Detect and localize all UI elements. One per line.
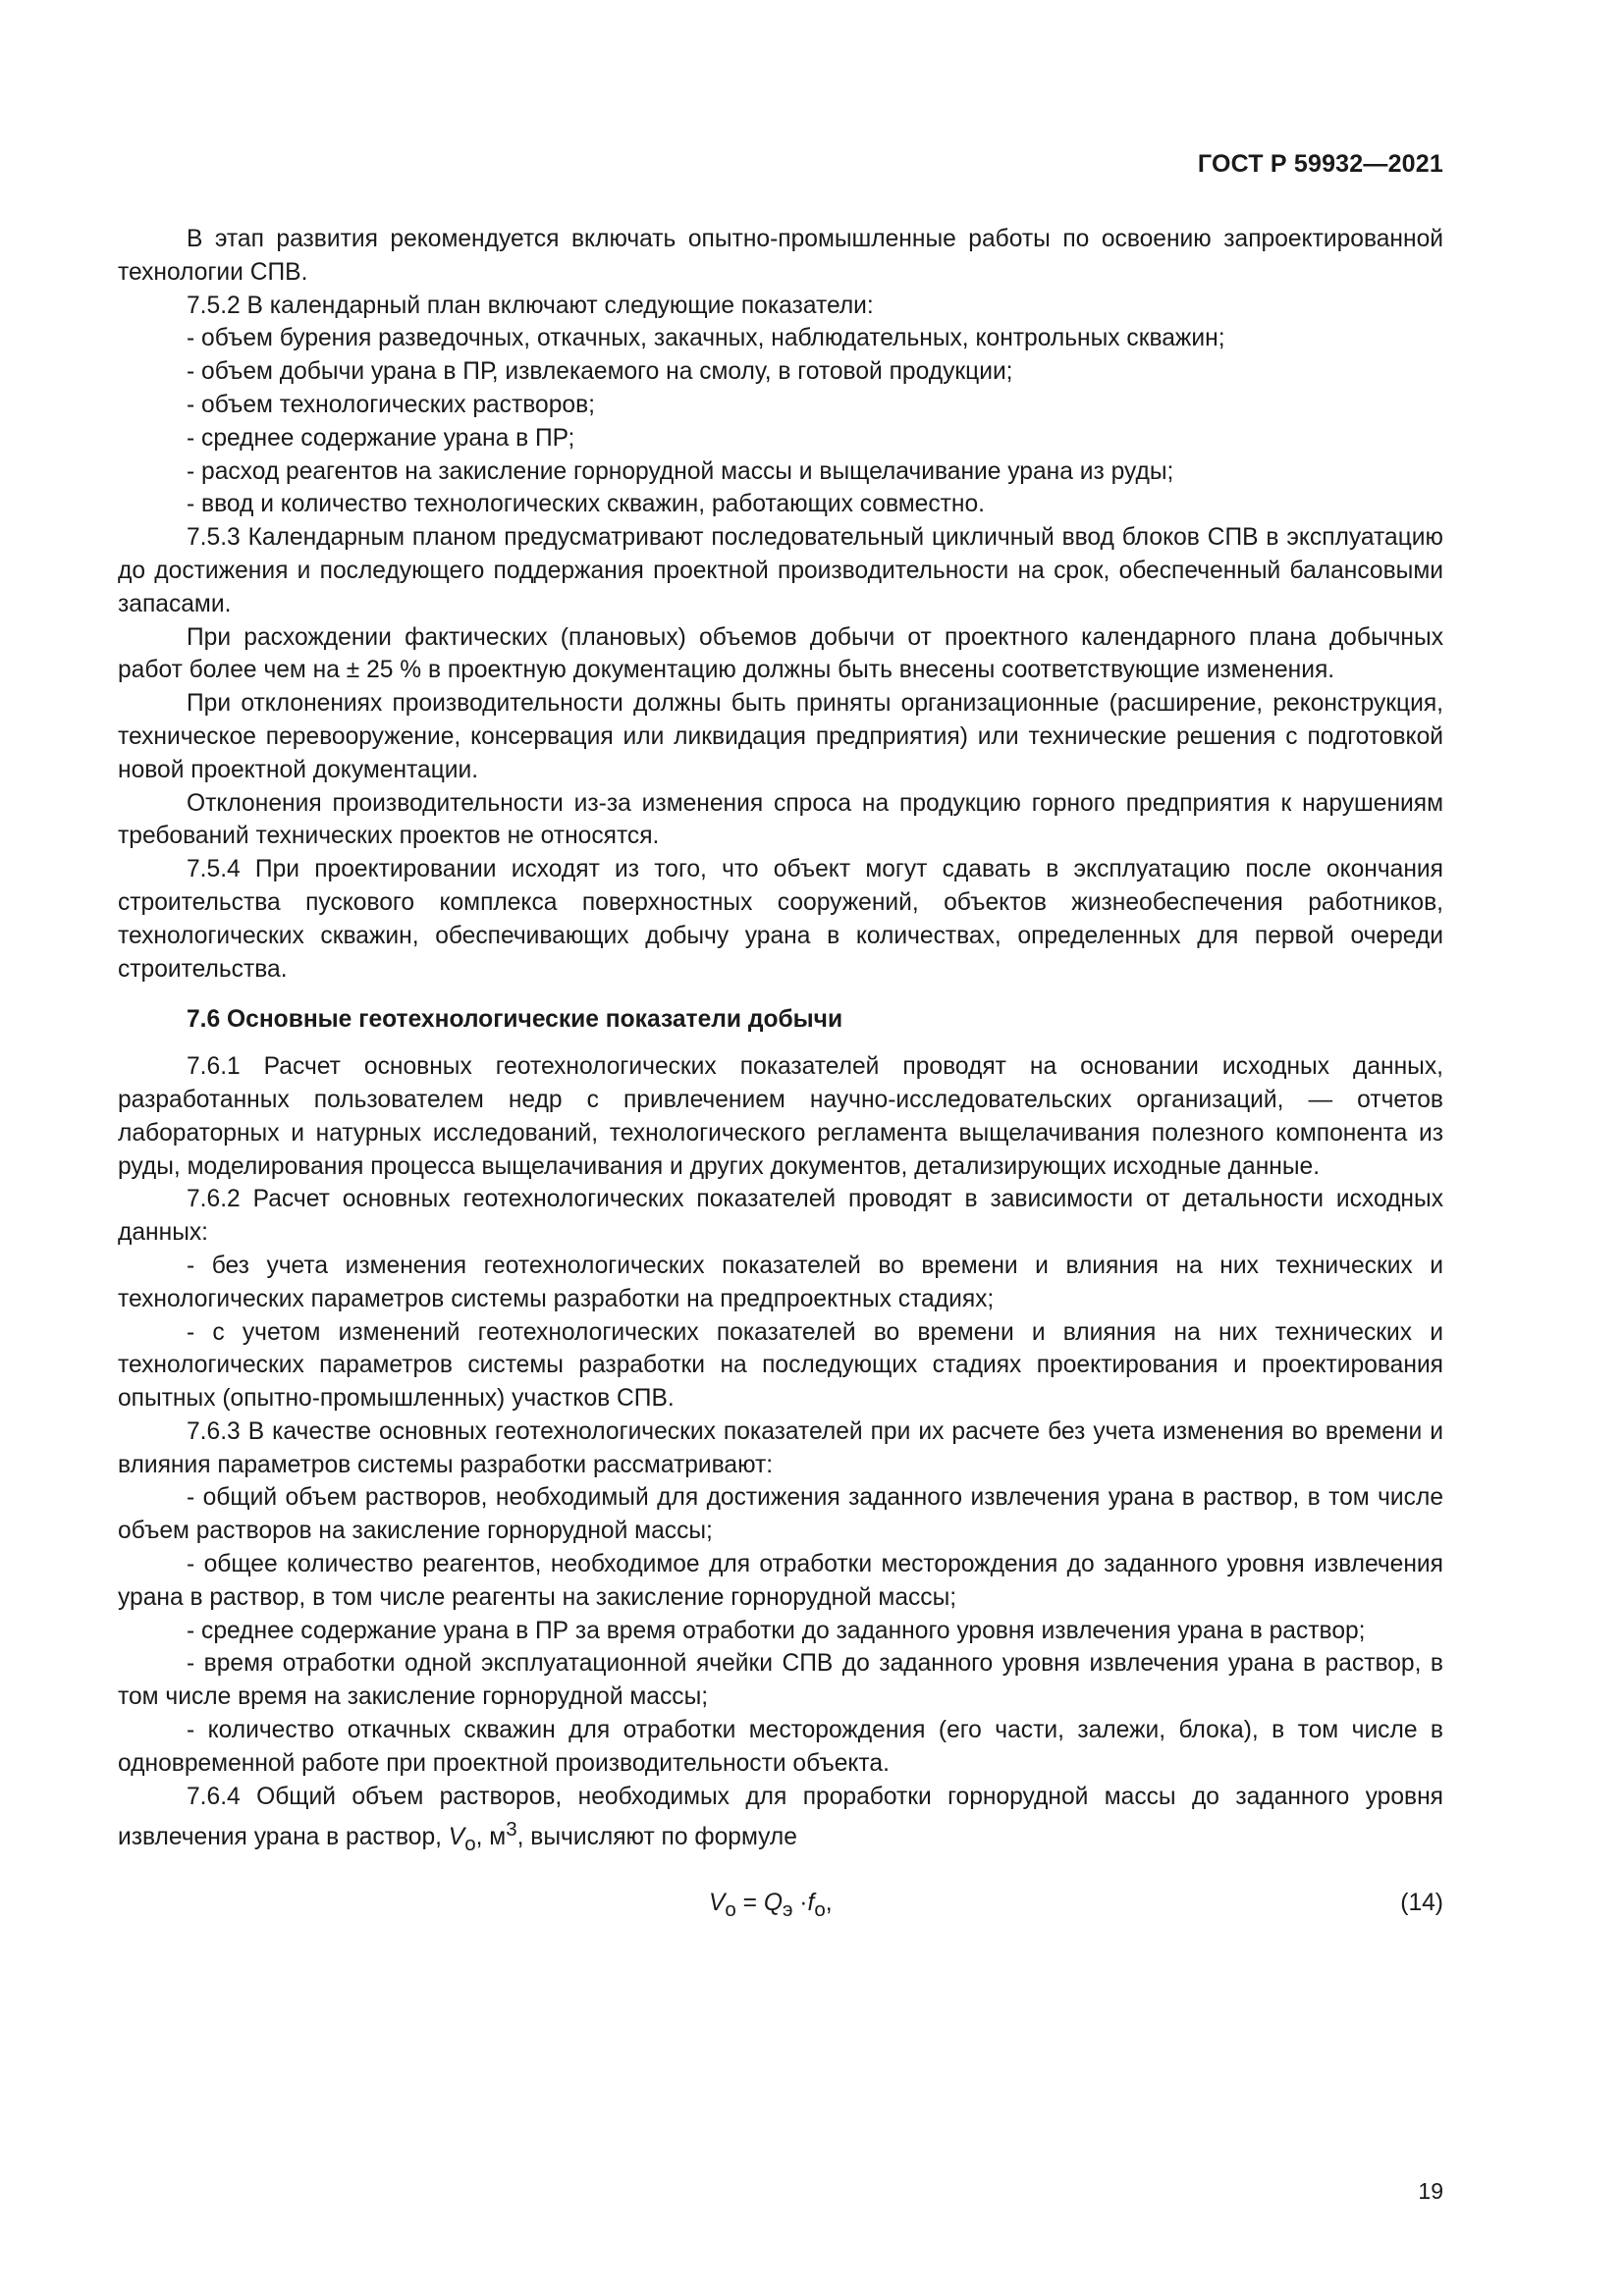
formula-comma: , [825, 1890, 833, 1917]
section-title: 7.6 Основные геотехнологические показатели добычи [187, 1006, 843, 1034]
unit: м [489, 1824, 507, 1851]
list-item: - объем добычи урана в ПР, извлекаемого на смолу, в готовой продукции; [187, 358, 1013, 386]
paragraph: При расхождении фактических (плановых) объемов добычи от проектного календарного плана добычных работ более чем на ± 25 % в проектную документацию должны быть внесены соответствующие изменения. [118, 623, 1443, 684]
paragraph: 7.6.3 В качестве основных геотехнологических показателей при их расчете без учета изменения во времени и влияния параметров системы разработки рассматривают: [118, 1417, 1443, 1478]
list-item: - без учета изменения геотехнологических показателей во времени и влияния на них технических и технологических параметров системы разработки на предпроектных стадиях; [118, 1252, 1443, 1312]
formula-q: Q [763, 1890, 783, 1917]
formula-lhs-subscript: о [725, 1898, 736, 1922]
paragraph: В этап развития рекомендуется включать опытно-промышленные работы по освоению запроектированной технологии СПВ. [118, 226, 1443, 286]
document-header-id: ГОСТ Р 59932—2021 [1197, 150, 1443, 178]
list-item: - среднее содержание урана в ПР за время отработки до заданного уровня извлечения урана в раствор; [187, 1617, 1366, 1644]
list-item: - общий объем растворов, необходимый для достижения заданного извлечения урана в раствор, в том числе объем растворов на закисление горнорудной массы; [118, 1484, 1443, 1545]
paragraph: При отклонениях производительности должны быть приняты организационные (расширение, реконструкция, техническое перевооружение, консервация или ликвидация предприятия) или технические решения с подготовкой новой проектной документации. [118, 690, 1443, 783]
p764-text: 7.6.4 Общий объем растворов, необходимых для проработки горнорудной массы до заданного уровня извлечения урана в раствор, [118, 1783, 1443, 1851]
paragraph: 7.5.3 Календарным планом предусматривают последовательный цикличный ввод блоков СПВ в эксплуатацию до достижения и последующего поддержания проектной производительности на срок, обеспеченный балансовыми запасами. [118, 524, 1443, 617]
variable-v: V [448, 1824, 465, 1851]
formula-number: (14) [1400, 1890, 1443, 1917]
list-item: - с учетом изменений геотехнологических показателей во времени и влияния на них технических и технологических параметров системы разработки на последующих стадиях проектирования и проектирования опытных (опытно-промышленных) участков СПВ. [118, 1318, 1443, 1413]
formula-f-subscript: о [814, 1898, 826, 1922]
list-item: - ввод и количество технологических скважин, работающих совместно. [187, 491, 985, 518]
paragraph: 7.5.4 При проектировании исходят из того, что объект могут сдавать в эксплуатацию после окончания строительства пускового комплекса поверхностных сооружений, объектов жизнеобеспечения работников, технологических скважин, обеспечивающих добычу урана в количествах, определенных для первой очереди строительства. [118, 856, 1443, 983]
paragraph: 7.6.2 Расчет основных геотехнологических показателей проводят в зависимости от детальности исходных данных: [118, 1186, 1443, 1247]
paragraph: Отклонения производительности из-за изменения спроса на продукцию горного предприятия к нарушениям требований технических проектов не относятся. [118, 789, 1443, 850]
list-item: - общее количество реагентов, необходимое для отработки месторождения до заданного уровня извлечения урана в раствор, в том числе реагенты на закисление горнорудной массы; [118, 1551, 1443, 1611]
page-number: 19 [1418, 2178, 1443, 2204]
formula-14 [118, 1887, 1443, 1926]
p764-tail: , вычисляют по формуле [516, 1824, 797, 1851]
formula-f: f [807, 1890, 815, 1917]
formula-equals: = [735, 1890, 764, 1917]
formula-lhs: V [709, 1890, 726, 1917]
list-item: - расход реагентов на закисление горнорудной массы и выщелачивание урана из руды; [187, 457, 1174, 485]
paragraph-7-6-4: 7.6.4 Общий объем растворов, необходимых для проработки горнорудной массы до заданного уровня извлечения урана в раствор, $V_о$, $м^3$, вычисляют по формуле [118, 1783, 1443, 1856]
list-item: - объем технологических растворов; [187, 391, 595, 418]
formula-expression [709, 1887, 833, 1927]
list-item: - объем бурения разведочных, откачных, закачных, наблюдательных, контрольных скважин; [187, 325, 1225, 352]
list-item: - время отработки одной эксплуатационной ячейки СПВ до заданного уровня извлечения урана в раствор, в том числе время на закисление горнорудной массы; [118, 1650, 1443, 1711]
variable-v-subscript: о [464, 1833, 476, 1856]
formula-dot: · [792, 1890, 808, 1917]
unit-exponent: 3 [506, 1818, 517, 1842]
formula-q-subscript: э [782, 1898, 793, 1922]
list-item: - количество откачных скважин для отработки месторождения (его части, залежи, блока), в том числе в одновременной работе при проектной производительности объекта. [118, 1717, 1443, 1777]
list-item: - среднее содержание урана в ПР; [187, 424, 575, 452]
paragraph: 7.6.1 Расчет основных геотехнологических показателей проводят на основании исходных данных, разработанных пользователем недр с привлечением научно-исследовательских организаций, — отчетов лабораторных и натурных исследований, технологического регламента выщелачивания полезного компонента из руды, моделирования процесса выщелачивания и других документов, детализирующих исходные данные. [118, 1053, 1443, 1180]
paragraph: 7.5.2 В календарный план включают следующие показатели: [187, 292, 874, 319]
page-body [118, 223, 1443, 1926]
